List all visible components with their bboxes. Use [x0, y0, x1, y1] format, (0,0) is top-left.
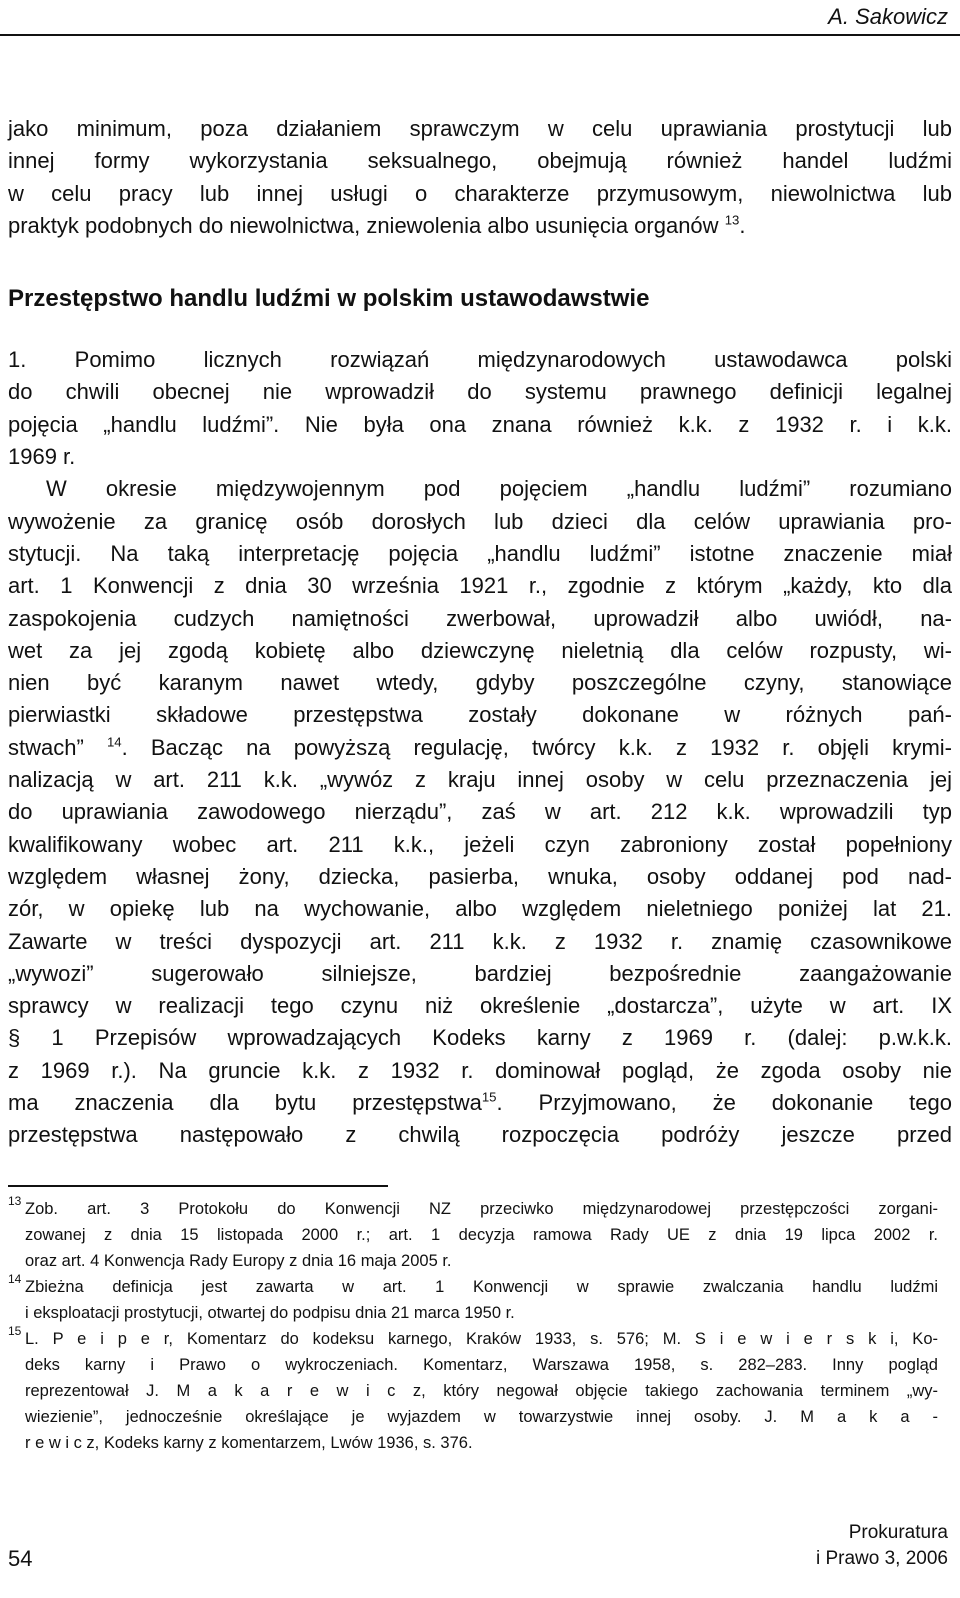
footnote-rule	[8, 1185, 388, 1187]
text-line: wywożenie za granicę osób dorosłych lub dzieci dla celów uprawiania pro-	[8, 508, 952, 534]
page-number: 54	[8, 1546, 33, 1571]
footnotes	[8, 1196, 938, 1456]
footnote-number: 14	[8, 1272, 22, 1286]
text-line: nalizacją w art. 211 k.k. „wywóz z kraju innej osoby w celu przeznaczenia jej	[8, 767, 952, 793]
footnote-number: 13	[8, 1194, 22, 1208]
journal-issue: i Prawo 3, 2006	[815, 1548, 948, 1569]
text-line: W okresie międzywojennym pod pojęciem „handlu ludźmi” rozumiano	[46, 476, 952, 502]
text-line: w celu pracy lub innej usługi o charakterze przymusowym, niewolnictwa lub	[8, 180, 952, 206]
text-line: 1969 r.	[8, 444, 76, 470]
running-head: A. Sakowicz	[828, 4, 948, 29]
header-rule	[0, 34, 960, 36]
footnote	[8, 1326, 938, 1456]
text-line: ma znaczenia dla bytu przestępstwa$^{15}$. Przyjmowano, że dokonanie tego	[8, 1089, 952, 1116]
text-line: kwalifikowany wobec art. 211 k.k., jeżeli czyn zabroniony został popełniony	[8, 831, 952, 857]
text-line: § 1 Przepisów wprowadzających Kodeks karny z 1969 r. (dalej: p.w.k.k.	[8, 1025, 952, 1051]
paragraph	[8, 344, 952, 473]
text-line: 1. Pomimo licznych rozwiązań międzynarodowych ustawodawca polski	[8, 347, 952, 373]
footnote-line: oraz art. 4 Konwencja Rady Europy z dnia 16 maja 2005 r.	[25, 1252, 452, 1270]
text-line: pojęcia „handlu ludźmi”. Nie była ona znana również k.k. z 1932 r. i k.k.	[8, 411, 952, 437]
footnote-line: i eksploatacji prostytucji, otwartej do podpisu dnia 21 marca 1950 r.	[25, 1304, 515, 1322]
section-heading: Przestępstwo handlu ludźmi w polskim ustawodawstwie	[8, 285, 650, 313]
footnote-ref: 15	[481, 1089, 497, 1105]
paragraph	[8, 113, 952, 242]
text-line: względem własnej żony, dziecka, pasierba, wnuka, osoby oddanej pod nad-	[8, 863, 952, 889]
footnote	[8, 1196, 938, 1274]
footnote	[8, 1274, 938, 1326]
text-line: do chwili obecnej nie wprowadził do systemu prawnego definicji legalnej	[8, 379, 952, 405]
footnote-ref: 14	[106, 734, 122, 750]
text-line: stwach” $^{14}$. Bacząc na powyższą regulację, twórcy k.k. z 1932 r. objęli krymi-	[8, 734, 952, 760]
text-line: „wywozi” sugerowało silniejsze, bardziej bezpośrednie zaangażowanie	[8, 960, 952, 986]
footnote-line: zowanej z dnia 15 listopada 2000 r.; art. 1 decyzja ramowa Rady UE z dnia 19 lipca 2002 r.	[25, 1226, 938, 1244]
text-line: nien być karanym nawet wtedy, gdyby poszczególne czyny, stanowiące	[8, 670, 952, 696]
footnote-line: L. P e i p e r, Komentarz do kodeksu karnego, Kraków 1933, s. 576; M. S i e w i e r s k i, Ko-	[25, 1330, 938, 1348]
text-line: art. 1 Konwencji z dnia 30 września 1921 r., zgodnie z którym „każdy, kto dla	[8, 573, 952, 599]
text-line: sprawcy w realizacji tego czynu niż określenie „dostarcza”, użyte w art. IX	[8, 993, 952, 1019]
text-line: wet za jej zgodą kobietę albo dziewczynę nieletnią dla celów rozpusty, wi-	[8, 637, 952, 663]
text-line: z 1969 r.). Na gruncie k.k. z 1932 r. dominował pogląd, że zgoda osoby nie	[8, 1057, 952, 1083]
footnote-ref: 13	[724, 212, 740, 228]
body-text	[8, 113, 952, 1152]
footnote-line: deks karny i Prawo o wykroczeniach. Komentarz, Warszawa 1958, s. 282–283. Inny pogląd	[25, 1356, 938, 1374]
text-line: Zawarte w treści dyspozycji art. 211 k.k. z 1932 r. znamię czasownikowe	[8, 928, 952, 954]
text-line: jako minimum, poza działaniem sprawczym w celu uprawiania prostytucji lub	[8, 116, 952, 141]
text-line: stytucji. Na taką interpretację pojęcia „handlu ludźmi” istotne znaczenie miał	[8, 540, 952, 566]
footnote-line: Zob. art. 3 Protokołu do Konwencji NZ przeciwko międzynarodowej przestępczości zorgani-	[25, 1200, 938, 1218]
footnote-line: reprezentował J. M a k a r e w i c z, który negował objęcie takiego zachowania terminem „wy-	[25, 1382, 938, 1400]
journal-title: Prokuratura	[848, 1522, 948, 1543]
footnote-line: r e w i c z, Kodeks karny z komentarzem, Lwów 1936, s. 376.	[25, 1434, 473, 1452]
journal-name	[816, 1520, 948, 1572]
paragraph	[8, 473, 952, 1151]
text-line: praktyk podobnych do niewolnictwa, zniewolenia albo usunięcia organów $^{13}$.	[8, 212, 746, 238]
footnote-number: 15	[8, 1324, 22, 1338]
text-line: innej formy wykorzystania seksualnego, obejmują również handel ludźmi	[8, 148, 952, 174]
text-line: przestępstwa następowało z chwilą rozpoczęcia podróży jeszcze przed	[8, 1122, 952, 1148]
text-line: pierwiastki składowe przestępstwa zostały dokonane w różnych pań-	[8, 702, 952, 728]
text-line: zór, w opiekę lub na wychowanie, albo względem nieletniego poniżej lat 21.	[8, 896, 952, 922]
footnote-line: wiezienie”, jednocześnie określające je wyjazdem w towarzystwie innej osoby. J. M a k a -	[25, 1408, 938, 1426]
text-line: do uprawiania zawodowego nierządu”, zaś w art. 212 k.k. wprowadzili typ	[8, 799, 952, 825]
footnote-line: Zbieżna definicja jest zawarta w art. 1 Konwencji w sprawie zwalczania handlu ludźmi	[25, 1278, 938, 1296]
text-line: zaspokojenia cudzych namiętności zwerbował, uprowadził albo uwiódł, na-	[8, 605, 952, 631]
